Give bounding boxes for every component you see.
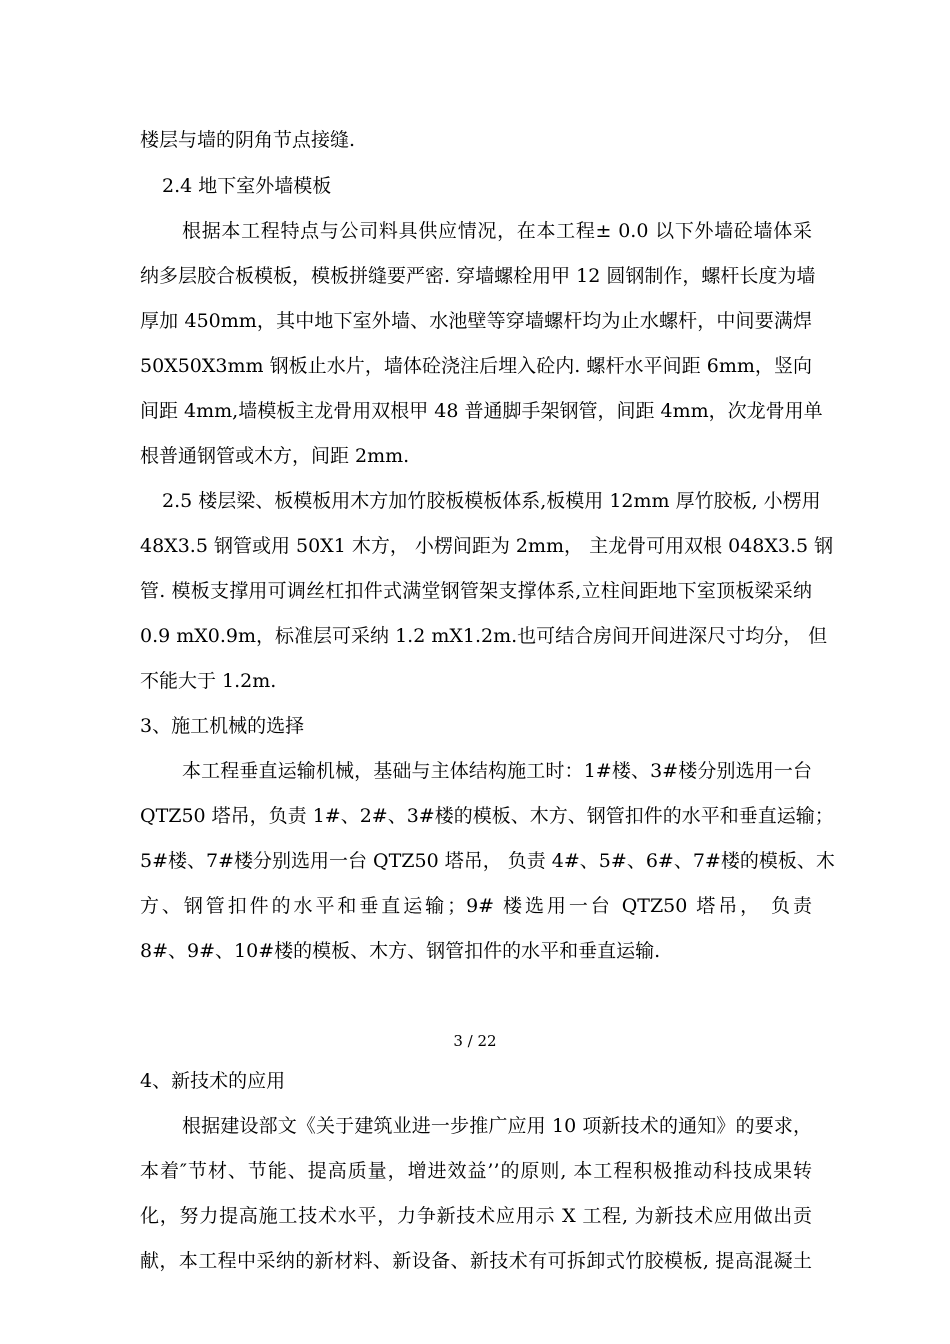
section-heading-4: 4、新技术的应用 <box>140 1070 286 1092</box>
paragraph-line: 不能大于 1.2m. <box>140 670 277 692</box>
paragraph-line: 本着″节材、节能、提高质量，增进效益’’的原则, 本工程积极推动科技成果转 <box>140 1160 812 1182</box>
section-heading-3: 3、施工机械的选择 <box>140 715 305 737</box>
paragraph-line: 本工程垂直运输机械，基础与主体结构施工时：1#楼、3#楼分别选用一台 <box>182 760 812 782</box>
paragraph-line: 5#楼、7#楼分别选用一台 QTZ50 塔吊， 负责 4#、5#、6#、7#楼的模板、木 <box>140 850 835 872</box>
paragraph-line: 0.9 mX0.9m，标准层可采纳 1.2 mX1.2m.也可结合房间开间进深尺寸均分， 但 <box>140 625 828 647</box>
paragraph-line: 楼层与墙的阴角节点接缝. <box>140 129 356 151</box>
paragraph-line: 厚加 450mm，其中地下室外墙、水池壁等穿墙螺杆均为止水螺杆，中间要满焊 <box>140 310 812 332</box>
paragraph-line: 献，本工程中采纳的新材料、新设备、新技术有可拆卸式竹胶模板, 提高混凝土 <box>140 1250 812 1272</box>
paragraph-line: 管. 模板支撑用可调丝杠扣件式满堂钢管架支撑体系,立柱间距地下室顶板梁采纳 <box>140 580 812 602</box>
paragraph-line: 2.5 楼层梁、板模板用木方加竹胶板模板体系,板模用 12mm 厚竹胶板, 小楞用 <box>162 490 821 512</box>
paragraph-line: 纳多层胶合板模板，模板拼缝要严密. 穿墙螺栓用甲 12 圆钢制作，螺杆长度为墙 <box>140 265 816 287</box>
paragraph-line: 根据本工程特点与公司料具供应情况，在本工程± 0.0 以下外墙砼墙体采 <box>182 220 812 242</box>
page-number: 3 / 22 <box>453 1032 497 1050</box>
paragraph-line: QTZ50 塔吊，负责 1#、2#、3#楼的模板、木方、钢管扣件的水平和垂直运输； <box>140 805 834 827</box>
paragraph-line: 方、钢管扣件的水平和垂直运输；9# 楼选用一台 QTZ50 塔吊， 负责 <box>140 895 812 917</box>
section-heading-2-4: 2.4 地下室外墙模板 <box>162 175 332 197</box>
paragraph-line: 根普通钢管或木方，间距 2mm. <box>140 445 410 467</box>
paragraph-line: 8#、9#、10#楼的模板、木方、钢管扣件的水平和垂直运输. <box>140 940 661 962</box>
paragraph-line: 48X3.5 钢管或用 50X1 木方， 小楞间距为 2mm， 主龙骨可用双根 048X3.5 钢 <box>140 535 834 557</box>
paragraph-line: 间距 4mm,墙模板主龙骨用双根甲 48 普通脚手架钢管，间距 4mm，次龙骨用单 <box>140 400 823 422</box>
paragraph-line: 根据建设部文《关于建筑业进一步推广应用 10 项新技术的通知》的要求， <box>182 1115 812 1137</box>
paragraph-line: 化，努力提高施工技术水平，力争新技术应用示 X 工程, 为新技术应用做出贡 <box>140 1205 812 1227</box>
paragraph-line: 50X50X3mm 钢板止水片，墙体砼浇注后埋入砼内. 螺杆水平间距 6mm，竖向 <box>140 355 812 377</box>
